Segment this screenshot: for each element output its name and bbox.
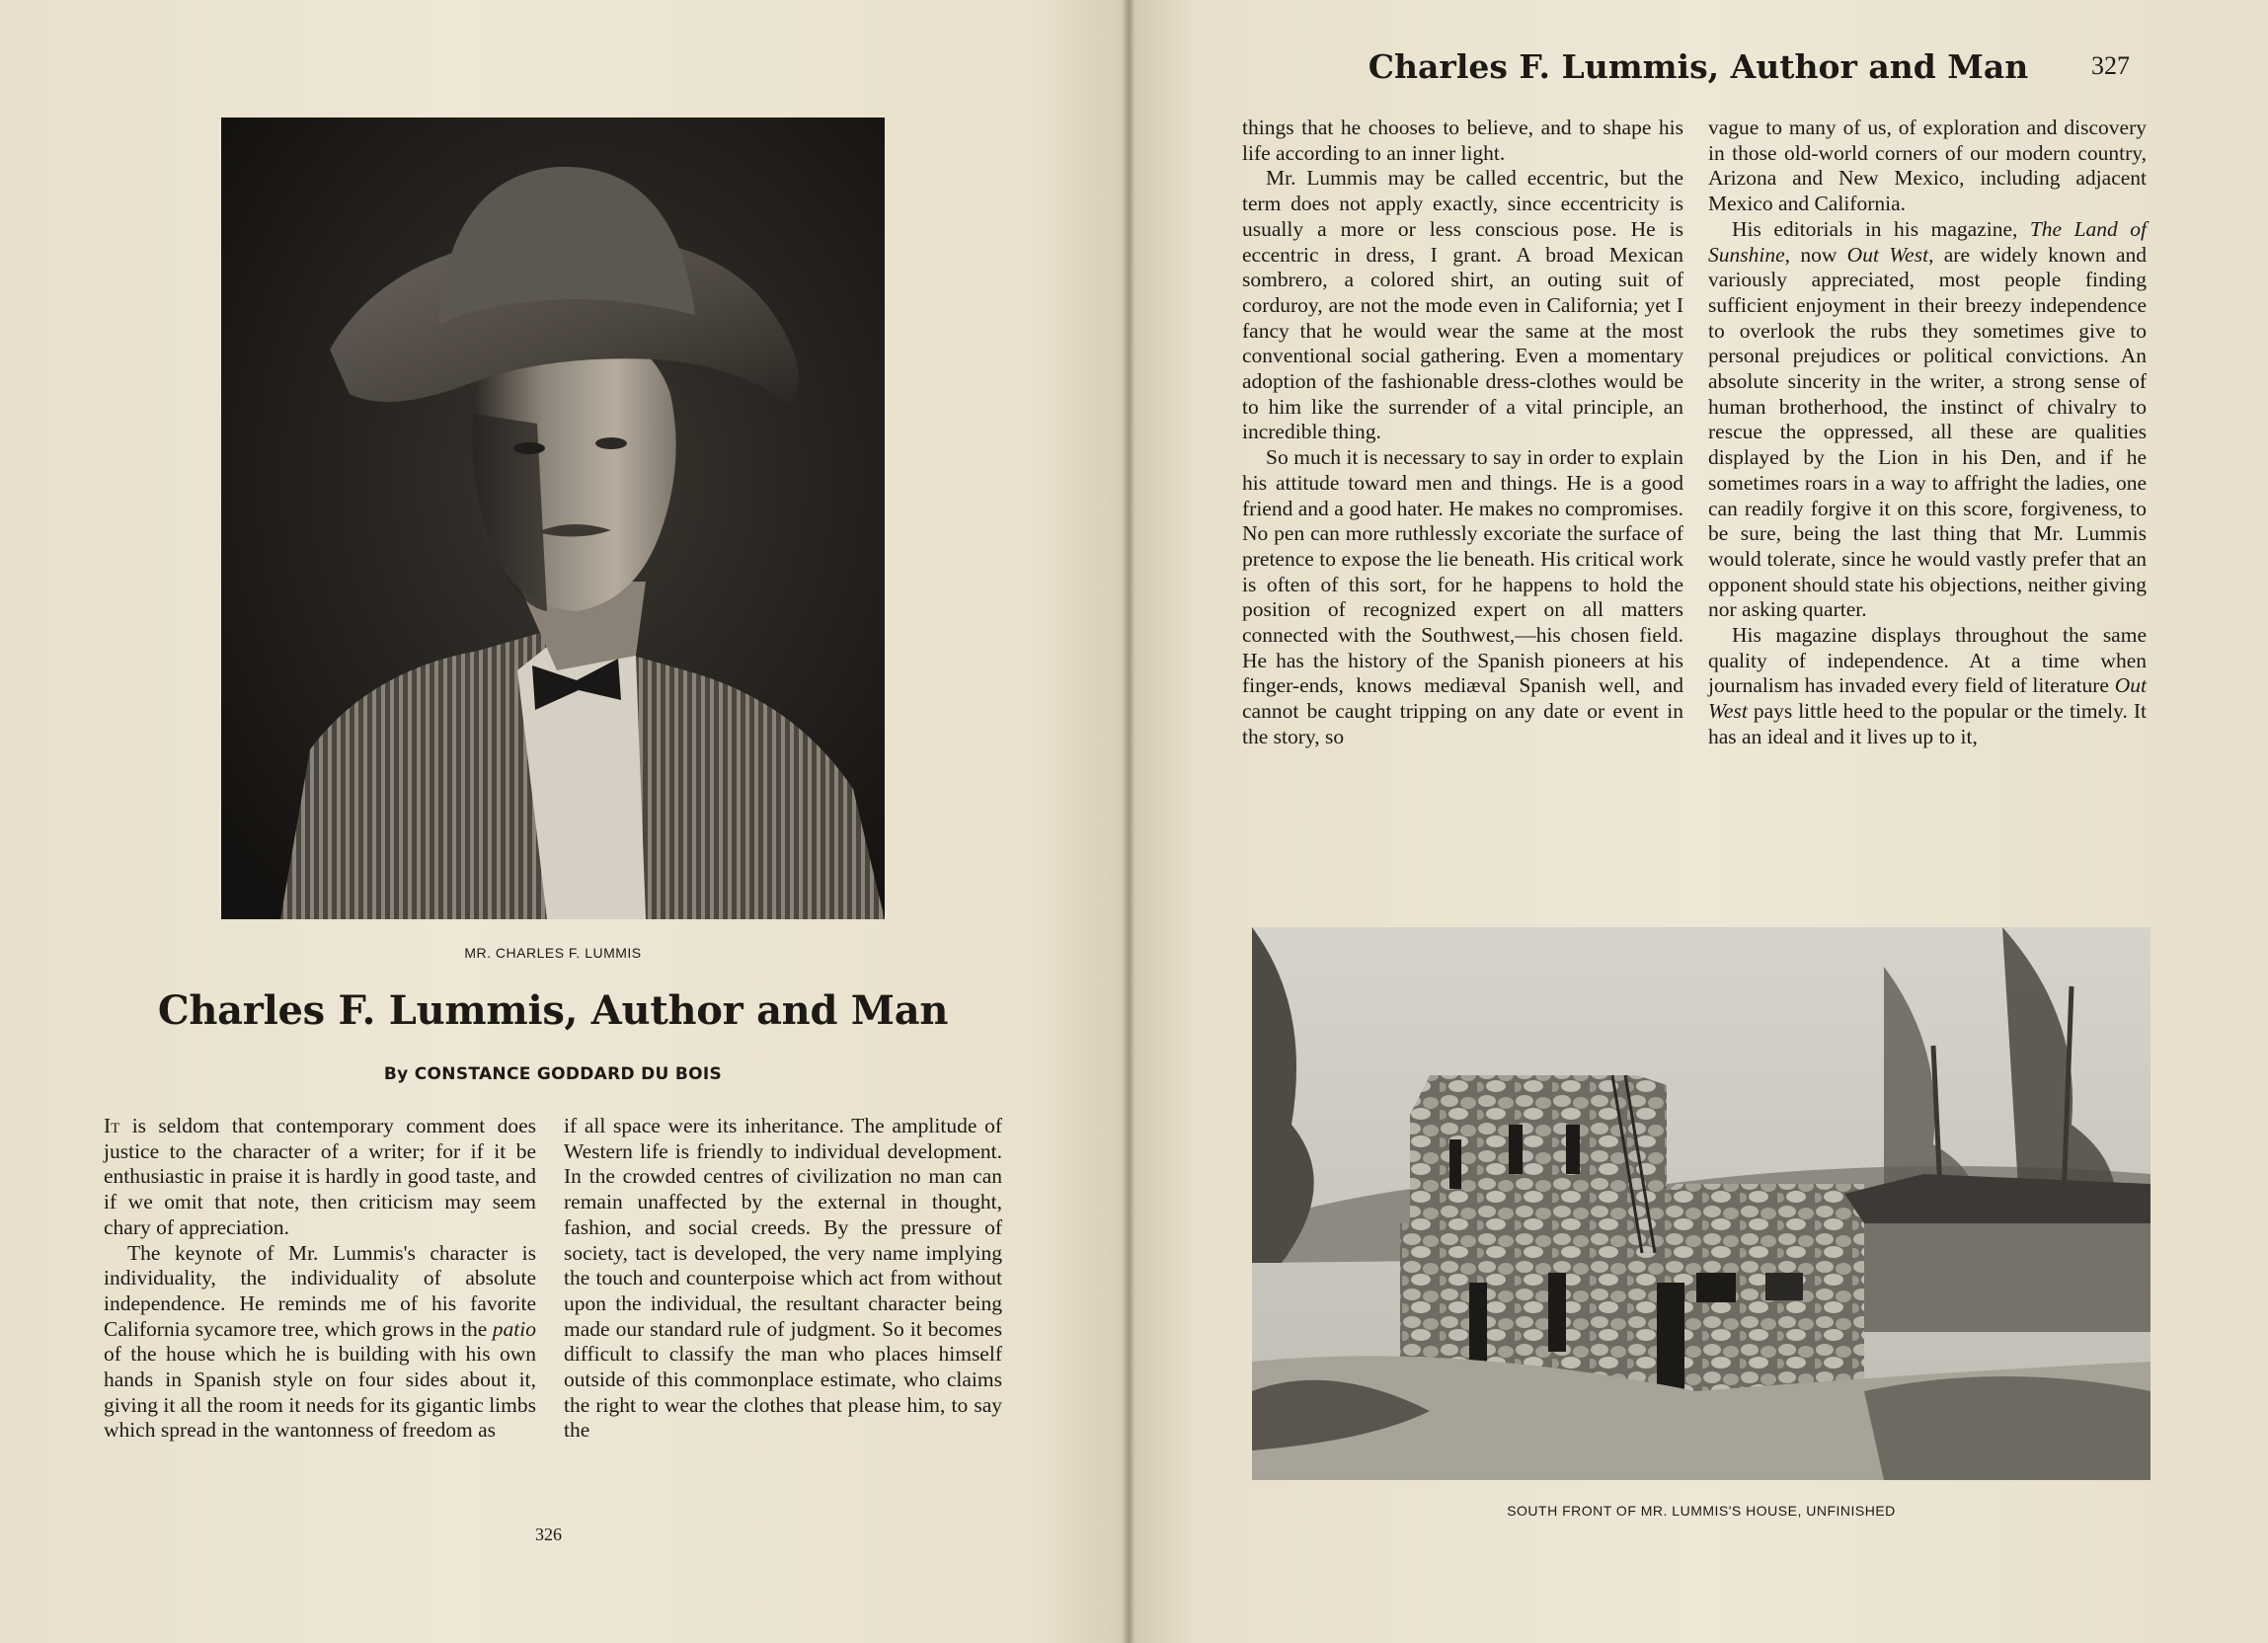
paragraph-text: His magazine displays throughout the same quality of independence. At a time when journalism has invaded every field of literature xyxy=(1708,623,2147,698)
italic-text: Out West xyxy=(1846,242,1929,267)
left-column-2 xyxy=(564,1114,1002,1444)
paragraph: things that he chooses to believe, and to shape his life according to an inner light. xyxy=(1242,116,1683,165)
italic-text: Out West xyxy=(1708,673,2147,724)
running-head: Charles F. Lummis, Author and Man xyxy=(1368,47,2029,86)
page-number-right: 327 xyxy=(2091,51,2130,80)
byline: By CONSTANCE GODDARD DU BOIS xyxy=(383,1064,723,1084)
paragraph-text: The keynote of Mr. Lummis's character is individuality, the individuality of absolute independence. He reminds me of his favorite California sycamore tree, which grows in the xyxy=(104,1240,536,1341)
paragraph-text: His editorials in his magazine, xyxy=(1732,216,2030,241)
portrait-caption: MR. CHARLES F. LUMMIS xyxy=(464,945,642,961)
paragraph-text: of the house which he is building with his own hands in Spanish style on four sides about it, giving it all the room it needs for its gigantic limbs which spread in the wantonness of freedom as xyxy=(104,1342,536,1443)
italic-text: The Land of Sunshine xyxy=(1708,216,2147,267)
page-number-left: 326 xyxy=(535,1525,562,1544)
drop-cap: It xyxy=(104,1114,120,1137)
paragraph: vague to many of us, of exploration and discovery in those old-world corners of our modern country, Arizona and New Mexico, including adjacent Mexico and California. xyxy=(1708,116,2147,216)
paragraph-text: is seldom that contemporary comment does justice to the character of a writer; for if it be enthusiastic in praise it is hardly in good taste, and if we omit that note, then criticism may seem chary of appreciation. xyxy=(104,1114,536,1239)
paragraph xyxy=(1708,217,2147,623)
paragraph xyxy=(1708,623,2147,750)
paragraph: if all space were its inheritance. The amplitude of Western life is friendly to individual development. In the crowded centres of civilization no man can remain unaffected by the external in thought, fashion, and social creeds. By the pressure of society, tact is developed, the very name implying the touch and counterpoise which act from without upon the individual, the resultant character being made our standard rule of judgment. So it becomes difficult to classify the man who places himself outside of this commonplace estimate, who claims the right to wear the clothes that please him, to say the xyxy=(564,1114,1002,1443)
paragraph-text: pays little heed to the popular or the timely. It has an ideal and it lives up to it, xyxy=(1708,699,2147,748)
left-page xyxy=(0,0,1129,1643)
italic-text: patio xyxy=(492,1316,536,1341)
house-caption: SOUTH FRONT OF MR. LUMMIS'S HOUSE, UNFINISHED xyxy=(1507,1503,1896,1519)
paragraph: Mr. Lummis may be called eccentric, but the term does not apply exactly, since eccentricity is usually a more or less conscious pose. He is eccentric in dress, I grant. A broad Mexican sombrero, a colored shirt, an outing suit of corduroy, are not the mode even in California; yet I fancy that he would wear the same at the most conventional social gathering. Even a momentary adoption of the fashionable dress-clothes would be to him like the surrender of a vital principle, an incredible thing. xyxy=(1242,166,1683,444)
house-photo xyxy=(1252,927,2151,1480)
right-column-1 xyxy=(1242,116,1683,750)
article-title: Charles F. Lummis, Author and Man xyxy=(157,987,949,1034)
paragraph: So much it is necessary to say in order to explain his attitude toward men and things. He is a good friend and a good hater. He makes no compromises. No pen can more ruthlessly excoriate the surface of pretence to expose the lie beneath. His critical work is often of this sort, for he happens to hold the position of recognized expert on all matters connected with the Southwest,—his chosen field. He has the history of the Spanish pioneers at his finger-ends, knows mediæval Spanish well, and cannot be caught tripping on any date or event in the story, so xyxy=(1242,445,1683,748)
right-column-2 xyxy=(1708,116,2147,750)
left-column-1 xyxy=(104,1114,536,1444)
paragraph xyxy=(104,1114,536,1241)
paragraph xyxy=(104,1241,536,1445)
portrait-photo xyxy=(221,117,885,919)
paragraph-text: , are widely known and variously appreciated, most people finding sufficient enjoyment in their breezy independence to overlook the rubs they sometimes give to personal prejudices or political convictions. An absolute sincerity in the writer, a strong sense of human brotherhood, the instinct of chivalry to rescue the oppressed, all these are qualities displayed by the Lion in his Den, and if he sometimes roars in a way to affright the ladies, one can readily forgive it on this score, forgiveness, to be sure, being the last thing that Mr. Lummis would tolerate, since he would vastly prefer that an opponent should state his objections, neither giving nor asking quarter. xyxy=(1708,242,2148,622)
paragraph-text: , now xyxy=(1784,242,1847,267)
book-gutter xyxy=(1122,0,1135,1643)
